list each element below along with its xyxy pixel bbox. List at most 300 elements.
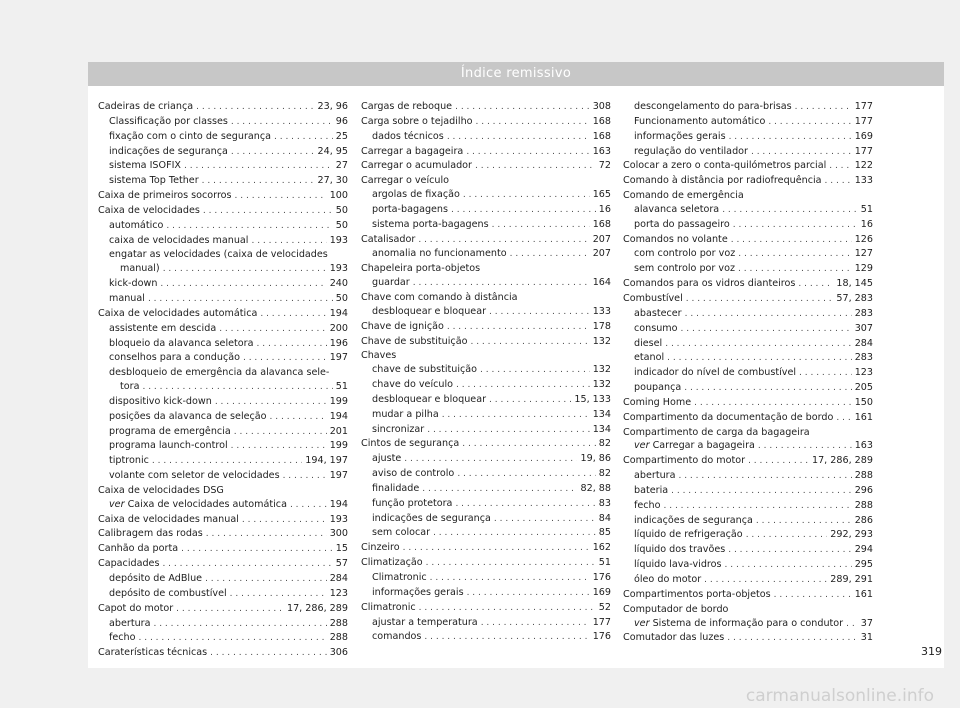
dot-leader [206, 528, 327, 542]
index-entry [361, 276, 611, 291]
index-entry-term: Compartimento da documentação de bordo [623, 411, 834, 423]
index-column-3 [623, 100, 873, 646]
index-entry [623, 603, 873, 617]
index-entry [361, 262, 611, 276]
index-entry [98, 174, 348, 189]
dot-leader [153, 618, 326, 632]
index-entry-pages: 126 [854, 233, 873, 245]
dot-leader [457, 468, 595, 482]
index-entry-term: fixação com o cinto de segurança [109, 130, 272, 142]
dot-leader [176, 603, 284, 617]
index-entry-pages: 18, 145 [836, 278, 873, 290]
index-entry [98, 439, 348, 454]
index-entry-term: guardar [372, 277, 410, 289]
index-entry [623, 130, 873, 145]
index-entry [361, 541, 611, 556]
dot-leader [510, 248, 590, 262]
index-entry [623, 558, 873, 573]
dot-leader [470, 336, 589, 350]
index-entry-term: Capacidades [98, 558, 160, 570]
index-entry-term: desbloquear e bloquear [372, 393, 487, 405]
index-entry-term: diesel [634, 337, 663, 349]
index-entry-pages: 50 [335, 204, 348, 216]
index-entry-term: Capot do motor [98, 602, 174, 614]
index-entry [623, 247, 873, 262]
dot-leader [667, 352, 852, 366]
dot-leader [433, 527, 596, 541]
index-entry-pages: 15 [335, 543, 348, 555]
dot-leader [798, 278, 833, 292]
index-entry [623, 396, 873, 411]
index-entry-term: porta do passageiro [634, 218, 730, 230]
index-entry [623, 484, 873, 499]
index-entry-pages: 283 [854, 352, 873, 364]
dot-leader [738, 248, 851, 262]
index-entry-term: ver Carregar a bagageira [634, 440, 755, 452]
index-entry-term: Comutador das luzes [623, 632, 725, 644]
index-entry-term: tiptronic [109, 455, 149, 467]
dot-leader [202, 175, 315, 189]
index-entry-term: depósito de combustível [109, 587, 227, 599]
index-entry [98, 542, 348, 557]
index-entry-pages: 133 [592, 305, 611, 317]
index-entry-term: conselhos para a condução [109, 352, 240, 364]
index-entry-term: Carregar o veículo [361, 175, 450, 187]
index-entry-pages: 177 [854, 101, 873, 112]
index-entry-pages: 165 [592, 189, 611, 201]
see-reference-label: ver [634, 617, 650, 629]
index-entry-pages: 205 [854, 382, 873, 394]
index-entry-pages: 164 [592, 277, 611, 289]
dot-leader [424, 631, 589, 645]
index-entry-term: programa de emergência [109, 425, 231, 437]
index-entry-pages: 31 [860, 632, 873, 644]
dot-leader [413, 277, 590, 291]
index-entry-pages: 283 [854, 307, 873, 319]
dot-leader [768, 116, 851, 130]
index-entry-term: bateria [634, 484, 669, 496]
index-entry [361, 630, 611, 645]
index-entry-pages: 24, 95 [317, 145, 348, 157]
index-entry-pages: 17, 286, 289 [286, 602, 348, 614]
index-entry-term: anomalia no funcionamento [372, 248, 507, 260]
index-entry-term: Cadeiras de criança [98, 101, 194, 112]
index-entry [98, 602, 348, 617]
index-entry [98, 219, 348, 234]
index-entry-pages: 72 [598, 160, 611, 172]
index-entry-term: Cargas de reboque [361, 101, 453, 112]
index-entry [361, 218, 611, 233]
index-entry-term: Chapeleira porta-objetos [361, 263, 481, 275]
index-entry-term: automático [109, 219, 164, 231]
index-entry [623, 411, 873, 426]
index-entry-term: Carregar o acumulador [361, 160, 472, 172]
index-entry-pages: 51 [335, 381, 348, 393]
index-entry-term: informações gerais [372, 586, 464, 598]
index-entry [361, 130, 611, 145]
index-entry-term: Colocar a zero o conta-quilómetros parcial [623, 160, 827, 172]
index-entry-term: Compartimentos porta-objetos [623, 588, 771, 600]
dot-leader [725, 559, 852, 573]
index-entry [361, 408, 611, 423]
index-entry-pages: 286 [854, 514, 873, 526]
index-entry [98, 646, 348, 661]
page-header: Índice remissivo [88, 62, 944, 86]
index-entry [623, 617, 873, 632]
index-entry-pages: 177 [854, 145, 873, 157]
see-reference-label: ver [634, 440, 650, 452]
dot-leader [758, 440, 852, 454]
index-entry [623, 469, 873, 484]
index-entry-term: etanol [634, 352, 665, 364]
index-entry [623, 277, 873, 292]
index-entry [623, 203, 873, 218]
index-entry [623, 573, 873, 588]
index-entry [361, 233, 611, 248]
dot-leader [447, 321, 590, 335]
index-entry-pages: 82 [598, 468, 611, 480]
index-entry-term: sincronizar [372, 423, 425, 435]
index-entry-pages: 196 [329, 337, 348, 349]
index-entry [361, 423, 611, 438]
index-entry-term: Caixa de velocidades automática [98, 307, 258, 319]
index-entry [98, 498, 348, 513]
index-entry-term: Calibragem das rodas [98, 528, 203, 540]
index-entry-pages: 207 [592, 248, 611, 260]
index-entry-term: descongelamento do para-brisas [634, 101, 792, 112]
index-entry-term: líquido de refrigeração [634, 529, 743, 541]
index-entry-term: dispositivo kick-down [109, 395, 212, 407]
index-entry-pages: 194 [329, 498, 348, 510]
index-entry [361, 586, 611, 601]
index-entry-term: Coming Home [623, 396, 692, 408]
index-entry-term: Chave com comando à distância [361, 291, 518, 303]
index-entry-term: desbloquear e bloquear [372, 305, 487, 317]
index-entry-pages: 84 [598, 512, 611, 524]
dot-leader [196, 101, 314, 115]
index-entry-pages: 168 [592, 130, 611, 142]
dot-leader [290, 499, 327, 513]
dot-leader [466, 146, 589, 160]
index-entry [98, 145, 348, 160]
dot-leader [418, 234, 589, 248]
index-entry-term: Chave de substituição [361, 335, 468, 347]
index-entry-term: líquido dos travões [634, 544, 726, 556]
index-entry-pages: 288 [329, 617, 348, 629]
dot-leader [664, 500, 852, 514]
index-entry [623, 307, 873, 322]
index-entry-term: assistente em descida [109, 322, 217, 334]
index-entry-pages: 16 [598, 203, 611, 215]
index-entry-pages: 17, 286, 289 [811, 455, 873, 467]
index-entry-term: Caixa de velocidades [98, 204, 200, 216]
index-entry-term: Carregar a bagageira [361, 145, 464, 157]
index-entry-pages: 50 [335, 219, 348, 231]
index-entry-term: abertura [634, 470, 676, 482]
index-entry-term: Catalisador [361, 233, 416, 245]
dot-leader [825, 175, 852, 189]
index-entry [361, 437, 611, 452]
dot-leader [733, 219, 858, 233]
index-entry [98, 277, 348, 292]
index-entry-pages: 132 [592, 379, 611, 391]
index-entry-pages: 168 [592, 218, 611, 230]
index-entry-pages: 96 [335, 115, 348, 127]
index-entry [623, 189, 873, 203]
dot-leader [455, 101, 590, 115]
index-entry-pages: 177 [854, 115, 873, 127]
dot-leader [404, 453, 577, 467]
index-entry-pages: 27 [335, 160, 348, 172]
index-page [88, 62, 944, 668]
index-entry-pages: 133 [854, 175, 873, 187]
index-entry-pages: 163 [592, 145, 611, 157]
index-entry-term: Classificação por classes [109, 115, 228, 127]
index-entry [623, 174, 873, 189]
index-entry [361, 601, 611, 616]
index-entry-term: Canhão da porta [98, 543, 179, 555]
dot-leader [242, 514, 327, 528]
index-entry-pages: 199 [329, 440, 348, 452]
index-entry-term: programa launch-control [109, 440, 228, 452]
index-entry-term: fecho [109, 632, 136, 644]
dot-leader [727, 632, 857, 646]
index-entry-pages: 150 [854, 396, 873, 408]
index-entry [623, 454, 873, 469]
index-entry [361, 393, 611, 408]
index-entry [361, 247, 611, 262]
index-entry-term: poupança [634, 382, 682, 394]
index-entry-term: desbloqueio de emergência da alavanca sele- [109, 367, 330, 379]
index-entry-term: Compartimento de carga da bagageira [623, 426, 810, 438]
dot-leader [163, 263, 327, 277]
dot-leader [257, 338, 327, 352]
index-entry [361, 378, 611, 393]
index-entry [361, 305, 611, 320]
dot-leader [729, 131, 852, 145]
dot-leader [728, 544, 851, 558]
index-entry [361, 363, 611, 378]
index-entry-term: Caixa de primeiros socorros [98, 190, 232, 202]
dot-leader [231, 440, 327, 454]
index-entry-term: Caixa de velocidades manual [98, 513, 239, 525]
index-entry-term: função protetora [372, 497, 453, 509]
dot-leader [184, 160, 333, 174]
index-entry-term: porta-bagagens [372, 203, 449, 215]
dot-leader [671, 485, 852, 499]
dot-leader [489, 394, 571, 408]
index-entry-pages: 178 [592, 320, 611, 332]
index-entry-pages: 308 [592, 101, 611, 112]
index-entry-term: indicador do nível de combustível [634, 367, 797, 379]
index-entry [623, 337, 873, 352]
index-entry [623, 262, 873, 277]
index-entry-pages: 51 [598, 557, 611, 569]
index-entry-term: tora [120, 381, 140, 393]
index-entry-term: Combustível [623, 292, 683, 304]
dot-leader [685, 308, 852, 322]
index-entry-term: regulação do ventilador [634, 145, 748, 157]
dot-leader [731, 234, 852, 248]
dot-leader [704, 574, 827, 588]
dot-leader [152, 455, 302, 469]
index-entry-pages: 134 [592, 408, 611, 420]
index-entry-pages: 82, 88 [580, 482, 611, 494]
dot-leader [681, 323, 852, 337]
index-entry-pages: 193 [329, 513, 348, 525]
index-entry [98, 159, 348, 174]
index-entry-term: dados técnicos [372, 130, 444, 142]
index-entry-pages: 15, 133 [574, 393, 611, 405]
dot-leader [846, 618, 858, 632]
dot-leader [270, 411, 327, 425]
index-entry-pages: 292, 293 [830, 529, 873, 541]
page-number: 319 [921, 645, 942, 658]
index-entry-pages: 194 [329, 307, 348, 319]
dot-leader [210, 647, 327, 661]
index-entry-term: Comandos no volante [623, 233, 728, 245]
index-entry-pages: 25 [335, 130, 348, 142]
index-entry [98, 587, 348, 602]
dot-leader [181, 543, 333, 557]
dot-leader [166, 220, 332, 234]
index-entry-pages: 294 [854, 544, 873, 556]
dot-leader [447, 131, 590, 145]
dot-leader [419, 602, 596, 616]
index-entry [98, 572, 348, 587]
index-entry-pages: 82 [598, 438, 611, 450]
index-entry [623, 100, 873, 115]
index-entry-pages: 27, 30 [317, 175, 348, 187]
index-entry-pages: 295 [854, 559, 873, 571]
index-entry [623, 292, 873, 307]
dot-leader [665, 338, 851, 352]
index-entry-term: Comando de emergência [623, 190, 744, 202]
index-entry [98, 262, 348, 277]
index-entry-term: chave de substituição [372, 364, 478, 376]
index-entry-pages: 193 [329, 234, 348, 246]
index-entry-pages: 127 [854, 248, 873, 260]
index-entry-term: ver Caixa de velocidades automática [109, 498, 287, 510]
dot-leader [234, 426, 327, 440]
index-entry-pages: 300 [329, 528, 348, 540]
dot-leader [274, 131, 333, 145]
index-entry-pages: 100 [329, 190, 348, 202]
index-entry-pages: 207 [592, 233, 611, 245]
index-entry [623, 528, 873, 543]
dot-leader [480, 364, 590, 378]
see-reference-label: ver [109, 498, 125, 510]
index-entry-term: Chaves [361, 350, 397, 362]
index-entry-term: indicações de segurança [109, 145, 228, 157]
dot-leader [430, 572, 590, 586]
index-entry [361, 526, 611, 541]
dot-leader [738, 263, 852, 277]
index-entry-term: sistema porta-bagagens [372, 218, 489, 230]
index-entry-pages: 161 [854, 411, 873, 423]
index-entry [361, 335, 611, 350]
index-entry-term: abastecer [634, 307, 682, 319]
index-entry-term: sem colocar [372, 527, 431, 539]
index-entry [623, 426, 873, 440]
dot-leader [243, 352, 327, 366]
dot-leader [799, 367, 852, 381]
index-entry-pages: 129 [854, 263, 873, 275]
index-entry [361, 556, 611, 571]
index-entry-pages: 197 [329, 470, 348, 482]
index-entry-term: posições da alavanca de seleção [109, 410, 267, 422]
index-column-2 [361, 100, 611, 645]
index-entry-term: sem controlo por voz [634, 263, 736, 275]
index-entry [361, 145, 611, 160]
index-entry [98, 100, 348, 115]
index-entry-term: Comando à distância por radiofrequência [623, 175, 822, 187]
index-entry-pages: 16 [860, 218, 873, 230]
index-entry-pages: 240 [329, 278, 348, 290]
index-entry-pages: 201 [329, 425, 348, 437]
index-entry-pages: 37 [860, 617, 873, 629]
index-entry-pages: 57, 283 [836, 292, 873, 304]
index-entry [361, 497, 611, 512]
index-entry-term: kick-down [109, 278, 158, 290]
index-entry-pages: 123 [329, 587, 348, 599]
index-entry-term: Carga sobre o tejadilho [361, 115, 473, 127]
index-entry-pages: 83 [598, 497, 611, 509]
index-entry [623, 588, 873, 603]
index-entry-term: chave do veículo [372, 379, 454, 391]
index-entry [98, 513, 348, 528]
index-entry-term: indicações de segurança [372, 512, 491, 524]
index-entry [361, 467, 611, 482]
dot-leader [751, 146, 852, 160]
index-entry-pages: 176 [592, 631, 611, 643]
index-entry [623, 631, 873, 646]
index-entry-term: engatar as velocidades (caixa de velocidades [109, 249, 328, 261]
index-entry [361, 174, 611, 188]
dot-leader [722, 204, 858, 218]
dot-leader [422, 483, 577, 497]
index-entry-pages: 307 [854, 322, 873, 334]
index-entry [623, 351, 873, 366]
index-entry [623, 439, 873, 454]
index-entry [623, 322, 873, 337]
index-entry-term: óleo do motor [634, 574, 702, 585]
index-entry-term: Climatronic [361, 601, 416, 613]
index-entry-pages: 132 [592, 335, 611, 347]
index-entry [98, 557, 348, 572]
index-entry-pages: 177 [592, 616, 611, 628]
index-entry [361, 482, 611, 497]
index-entry-pages: 289, 291 [830, 574, 873, 585]
index-entry [361, 571, 611, 586]
dot-leader [467, 587, 590, 601]
index-entry-pages: 132 [592, 364, 611, 376]
index-entry [361, 512, 611, 527]
dot-leader [451, 204, 596, 218]
dot-leader [795, 101, 852, 115]
index-entry-term: mudar a pilha [372, 408, 439, 420]
index-entry [98, 115, 348, 130]
index-entry [623, 115, 873, 130]
index-entry-term: Comandos para os vidros dianteiros [623, 278, 796, 290]
index-entry [623, 381, 873, 396]
index-entry [623, 366, 873, 381]
index-entry-pages: 199 [329, 395, 348, 407]
index-entry [361, 203, 611, 218]
index-entry-pages: 123 [854, 367, 873, 379]
index-entry [623, 233, 873, 248]
index-entry-term: ajuste [372, 453, 402, 465]
